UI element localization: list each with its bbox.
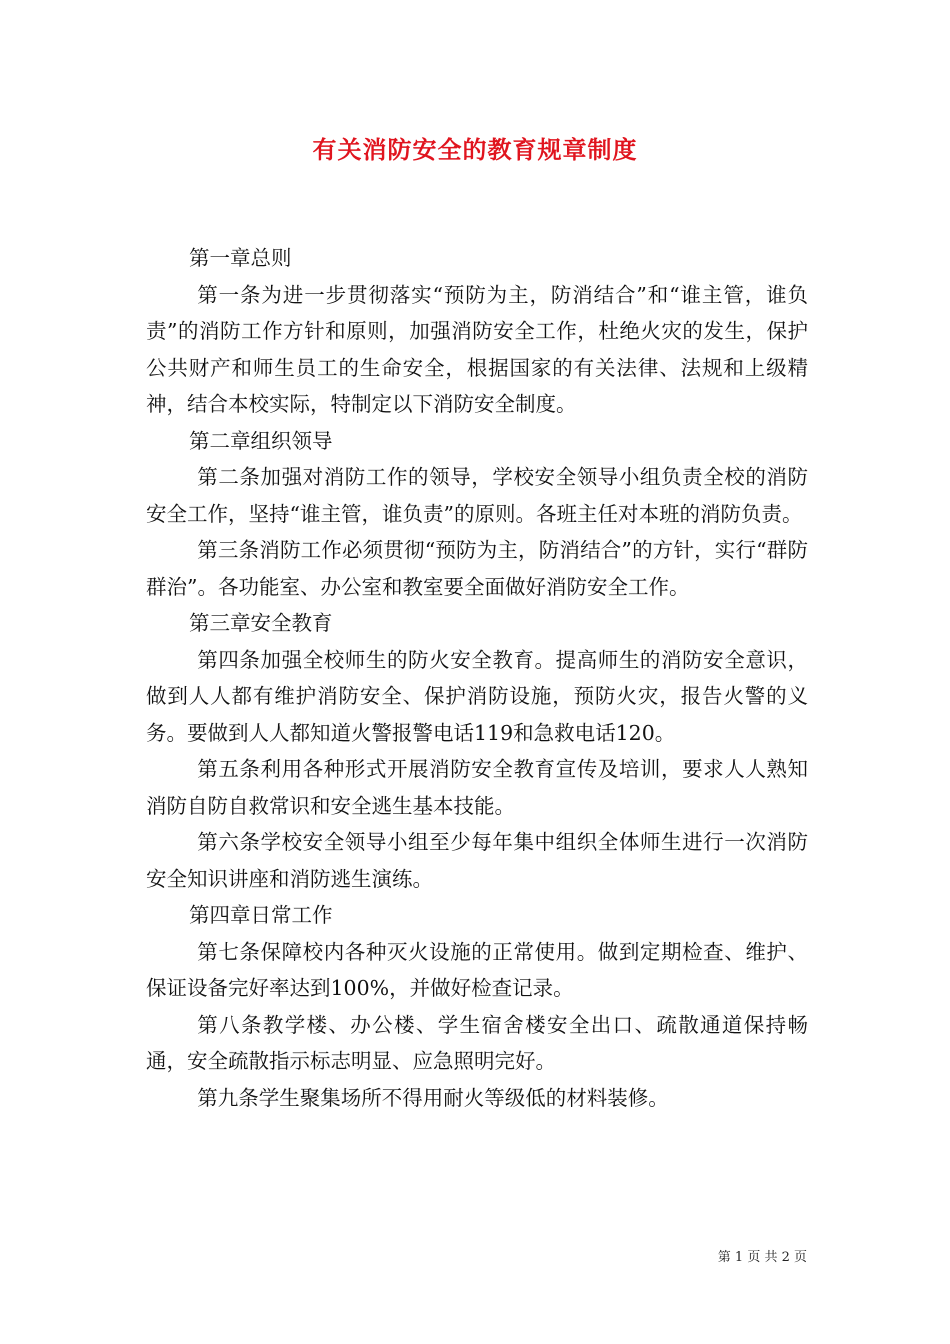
chapter-heading: 第三章安全教育 — [189, 611, 333, 635]
article-paragraph: 第二条加强对消防工作的领导，学校安全领导小组负责全校的消防安全工作，坚持“谁主管，谁负责”的原则。各班主任对本班的消防负责。 — [146, 465, 808, 526]
document-title: 有关消防安全的教育规章制度 — [312, 135, 638, 164]
chapter-heading: 第二章组织领导 — [189, 428, 333, 453]
document-body — [146, 240, 808, 1116]
page-number: 第 1 页 共 2 页 — [717, 1250, 807, 1265]
article-paragraph: 第七条保障校内各种灭火设施的正常使用。做到定期检查、维护、保证设备完好率达到100%，并做好检查记录。 — [146, 939, 808, 1000]
article-paragraph: 第九条学生聚集场所不得用耐火等级低的材料装修。 — [197, 1085, 669, 1110]
chapter-heading: 第一章总则 — [189, 246, 292, 270]
article-paragraph: 第六条学校安全领导小组至少每年集中组织全体师生进行一次消防安全知识讲座和消防逃生演练。 — [146, 830, 808, 891]
article-paragraph: 第三条消防工作必须贯彻“预防为主，防消结合”的方针，实行“群防群治”。各功能室、办公室和教室要全面做好消防安全工作。 — [146, 538, 808, 599]
chapter-heading: 第四章日常工作 — [189, 903, 333, 927]
article-paragraph: 第四条加强全校师生的防火安全教育。提高师生的消防安全意识，做到人人都有维护消防安全、保护消防设施，预防火灾，报告火警的义务。要做到人人都知道火警报警电话119和急救电话120。 — [146, 647, 808, 745]
article-paragraph: 第一条为进一步贯彻落实“预防为主，防消结合”和“谁主管，谁负责”的消防工作方针和原则，加强消防安全工作，杜绝火灾的发生，保护公共财产和师生员工的生命安全，根据国家的有关法律、法规和上级精神，结合本校实际，特制定以下消防安全制度。 — [146, 282, 808, 416]
article-paragraph: 第八条教学楼、办公楼、学生宿舍楼安全出口、疏散通道保持畅通，安全疏散指示标志明显、应急照明完好。 — [146, 1012, 808, 1073]
article-paragraph: 第五条利用各种形式开展消防安全教育宣传及培训，要求人人熟知消防自防自救常识和安全逃生基本技能。 — [146, 757, 808, 818]
